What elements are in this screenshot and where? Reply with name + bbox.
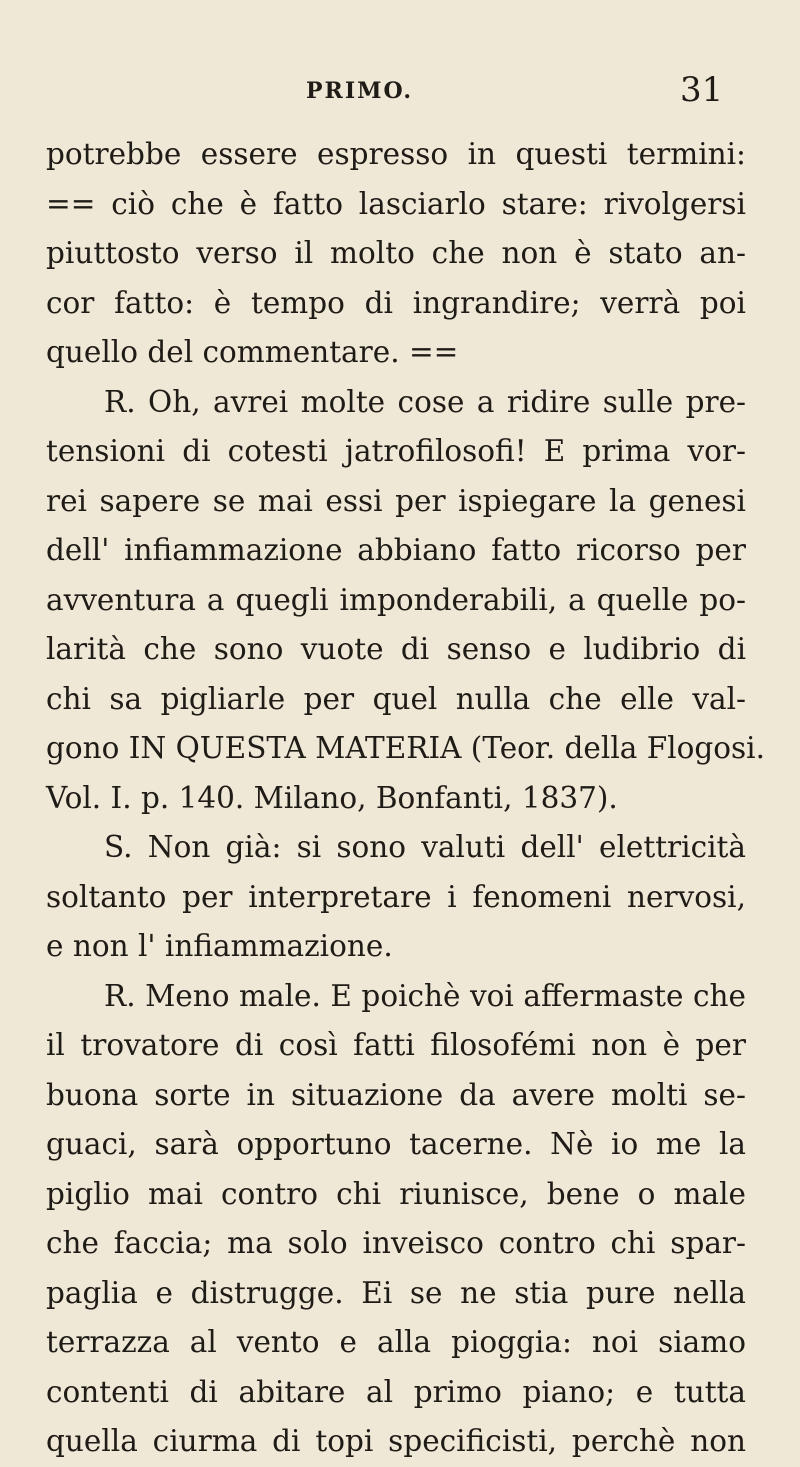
text-line: contenti di abitare al primo piano; e tutta [46, 1374, 746, 1409]
text-line: e non l' infiammazione. [46, 929, 393, 963]
text-line: larità che sono vuote di senso e ludibrio di [46, 632, 746, 666]
text-line: quella ciurma di topi specificisti, perchè non [46, 1424, 746, 1458]
body-text [46, 130, 765, 1467]
text-line: dell' infiammazione abbiano fatto ricorso per [46, 533, 746, 567]
text-line: piglio mai contro chi riunisce, bene o male [46, 1176, 746, 1211]
text-line: chi sa pigliarle per quel nulla che elle val- [46, 681, 746, 716]
text-line: == ciò che è fatto lasciarlo stare: rivolgersi [46, 186, 746, 221]
running-head: PRIMO. [306, 78, 414, 104]
text-line: gono IN QUESTA MATERIA (Teor. della Flogosi. [46, 731, 765, 765]
text-line: che faccia; ma solo inveisco contro chi spar- [46, 1226, 746, 1260]
page-header [0, 70, 800, 110]
text-line: potrebbe essere espresso in questi termini: [46, 137, 746, 171]
text-line: piuttosto verso il molto che non è stato an- [46, 236, 746, 270]
text-line: tensioni di cotesti jatrofilosofi! E prima vor- [46, 434, 746, 468]
text-line: cor fatto: è tempo di ingrandire; verrà poi [46, 285, 746, 320]
text-line: R. Oh, avrei molte cose a ridire sulle pre- [104, 384, 746, 419]
page-number: 31 [680, 70, 724, 110]
text-line: S. Non già: si sono valuti dell' elettricità [104, 830, 746, 864]
text-line: soltanto per interpretare i fenomeni nervosi, [46, 879, 746, 914]
text-line: rei sapere se mai essi per ispiegare la genesi [46, 483, 746, 518]
text-line: quello del commentare. == [46, 335, 459, 369]
text-line: guaci, sarà opportuno tacerne. Nè io me la [46, 1127, 746, 1161]
text-line: buona sorte in situazione da avere molti se- [46, 1077, 746, 1112]
text-line: il trovatore di così fatti filosofémi non è per [46, 1028, 746, 1062]
text-line: Vol. I. p. 140. Milano, Bonfanti, 1837). [46, 780, 618, 815]
text-line: R. Meno male. E poichè voi affermaste che [104, 978, 746, 1013]
text-line: avventura a quegli imponderabili, a quelle po- [46, 582, 746, 617]
text-line: paglia e distrugge. Ei se ne stia pure nella [46, 1275, 746, 1310]
text-line: terrazza al vento e alla pioggia: noi siamo [46, 1325, 746, 1359]
